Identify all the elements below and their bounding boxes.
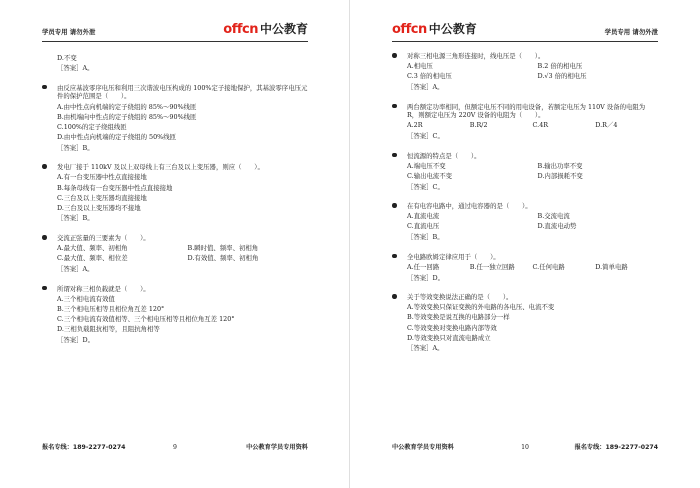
footer-hotline: 报名专线：189-2277-0274 [574, 444, 658, 451]
option: D.R／4 [595, 121, 618, 130]
offcn-logo [392, 21, 477, 39]
answer: ［答案］A。 [407, 82, 444, 91]
bullet-icon [392, 254, 397, 259]
option: B.2 倍的相电压 [537, 62, 583, 71]
option-row [392, 263, 658, 272]
answer: ［答案］D。 [57, 335, 95, 344]
option: D.内部损耗不变 [537, 171, 583, 180]
option: A.端电压不变 [407, 161, 446, 170]
option: B.三个相电压相等且相位角互差 120° [57, 304, 165, 313]
option: B.瞬时值、频率、初相角 [187, 244, 259, 253]
option: B.任一独立回路 [469, 262, 515, 271]
page-footer [42, 444, 308, 458]
option: A.最大值、频率、初相角 [57, 244, 128, 253]
option: A.由中性点向机端的定子绕组的 85%～90%线匝 [57, 102, 197, 111]
page-number: 10 [521, 444, 529, 451]
page-content [392, 52, 658, 364]
option: C.输出电流不变 [407, 171, 453, 180]
bullet-icon [392, 104, 397, 109]
option: C.4R [532, 121, 549, 130]
option: C.任何电路 [532, 262, 565, 271]
question [392, 103, 658, 141]
option-grid [392, 212, 658, 231]
option: C.等效变换对变换电路内部等效 [407, 323, 497, 332]
question [42, 285, 308, 345]
option: B.每条母线有一台变压器中性点直接接地 [57, 183, 173, 192]
option-grid [392, 62, 658, 81]
option: D.√3 倍的相电压 [537, 72, 587, 81]
question-stem: 所谓对称三相负载就是（ ）。 [42, 285, 308, 294]
option: D.直流电动势 [537, 222, 577, 231]
bullet-icon [42, 164, 47, 169]
option: A.等效变换只保证变换的外电路的各电压、电流不变 [407, 303, 555, 312]
answer: ［答案］A。 [407, 344, 444, 353]
option: B.由机端向中性点的定子绕组的 85%～90%线匝 [57, 112, 197, 121]
option: D.简单电路 [595, 262, 628, 271]
answer: ［答案］D。 [407, 273, 445, 282]
question [392, 253, 658, 282]
question [42, 84, 308, 152]
page-header [392, 22, 658, 42]
option: B.交流电流 [537, 212, 570, 221]
logo-cjk: 中公教育 [259, 22, 308, 37]
offcn-logo [223, 21, 308, 39]
question-continuation [42, 54, 308, 73]
answer: ［答案］A。 [57, 64, 94, 73]
page-content [42, 52, 308, 356]
option-grid [42, 244, 308, 263]
question-stem: 交流正弦量的三要素为（ ）。 [42, 234, 308, 243]
option: D.等效变换只对直流电路成立 [407, 333, 491, 342]
option: C.三个相电流有效值相等、三个相电压相等且相位角互差 120° [57, 315, 235, 324]
option: C.直流电压 [407, 222, 440, 231]
answer: ［答案］B。 [57, 143, 94, 152]
option: B.等效变换是说互换的电路部分一样 [407, 313, 510, 322]
option: D.不变 [57, 53, 77, 62]
question-stem: 全电路欧姆定律应用于（ ）。 [392, 253, 658, 262]
question [392, 293, 658, 353]
question [42, 234, 308, 274]
answer: ［答案］A。 [57, 265, 94, 274]
bullet-icon [42, 235, 47, 240]
page-right [350, 0, 700, 488]
footer-note: 中公教育学员专用资料 [392, 444, 454, 451]
footer-hotline: 报名专线：189-2277-0274 [42, 444, 126, 451]
bullet-icon [392, 53, 397, 58]
option: A.任一回路 [407, 262, 440, 271]
question [392, 152, 658, 192]
option: A.2R [407, 121, 423, 130]
bullet-icon [392, 294, 397, 299]
option: C.3 倍的相电压 [407, 72, 452, 81]
question-stem: 在有电容电路中，通过电容器的是（ ）。 [392, 202, 658, 211]
option-row [392, 121, 658, 130]
logo-latin: offcn [392, 22, 427, 38]
question-stem: 两台额定功率相同，但额定电压不同的用电设备，若额定电压为 110V 设备的电阻为 R，则额定电压为 220V 设备的电阻为（ ）。 [392, 103, 658, 120]
question-stem: 对称三相电源三角形连接时，线电压是（ ）。 [392, 52, 658, 61]
option: B.R/2 [469, 121, 488, 130]
bullet-icon [42, 85, 47, 90]
option: D.三相负载阻抗相等，且阻抗角相等 [57, 325, 160, 334]
question [392, 202, 658, 242]
answer: ［答案］B。 [407, 233, 444, 242]
option: A.直流电流 [407, 212, 440, 221]
option: C.三台及以上变压器均直接接地 [57, 193, 147, 202]
option-grid [392, 162, 658, 181]
option: C.100%的定子绕组线匝 [57, 122, 127, 131]
answer: ［答案］B。 [57, 214, 94, 223]
header-tag: 学员专用 请勿外泄 [604, 28, 658, 37]
option: D.三台及以上变压器均不接地 [57, 203, 141, 212]
option: A.三个相电流有效值 [57, 294, 115, 303]
footer-note: 中公教育学员专用资料 [246, 444, 308, 451]
question-stem: 关于等效变换说法正确的是（ ）。 [392, 293, 658, 302]
bullet-icon [392, 153, 397, 158]
bullet-icon [392, 203, 397, 208]
question-stem: 由反应基波零序电压和利用三次谐波电压构成的 100%定子接地保护，其基波零序电压元件的保护范围是（ ）。 [42, 84, 308, 101]
page-footer [392, 444, 658, 458]
logo-latin: offcn [223, 22, 258, 38]
question-stem: 恒流源的特点是（ ）。 [392, 152, 658, 161]
option: B.输出功率不变 [537, 161, 583, 170]
option: A.有一台变压器中性点直接接地 [57, 173, 147, 182]
header-tag: 学员专用 请勿外泄 [42, 28, 96, 37]
page-number: 9 [173, 444, 177, 451]
bullet-icon [42, 286, 47, 291]
answer: ［答案］C。 [407, 131, 444, 140]
question [42, 163, 308, 223]
logo-cjk: 中公教育 [428, 22, 477, 37]
option: D.有效值、频率、初相角 [187, 254, 259, 263]
option: D.由中性点向机端的定子绕组的 50%线匝 [57, 132, 177, 141]
answer: ［答案］C。 [407, 182, 444, 191]
option: A.相电压 [407, 62, 433, 71]
question-stem: 发电厂接于 110kV 及以上双母线上有三台及以上变压器，则应（ ）。 [42, 163, 308, 172]
question [392, 52, 658, 92]
option: C.最大值、频率、相位差 [57, 254, 128, 263]
page-header [42, 22, 308, 42]
